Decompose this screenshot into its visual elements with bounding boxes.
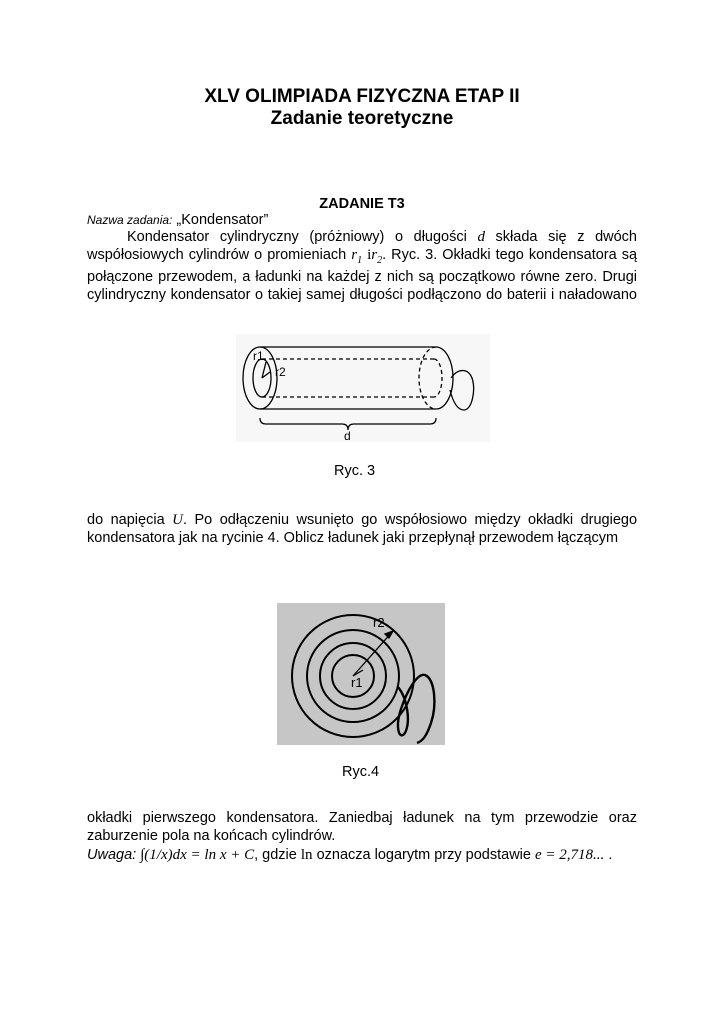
paragraph-2 (87, 512, 637, 547)
e-value: e = 2,718... (535, 847, 605, 863)
paragraph-1 (87, 229, 637, 304)
symbol-r-letter: r (351, 246, 358, 263)
figure-3-cylinder (236, 334, 490, 442)
paragraph-3 (87, 810, 637, 845)
note-end: . (608, 847, 613, 863)
note-line (87, 847, 647, 864)
subscript-1: 1 (357, 254, 363, 266)
label-r1: r1 (351, 675, 363, 690)
label-r2: r2 (275, 365, 286, 379)
symbol-U: U (172, 512, 183, 528)
para2-text: . Po odłączeniu wsunięto go współosiowo między okładki drugiego (182, 512, 638, 528)
label-d: d (344, 429, 351, 442)
para1-text: . Ryc. 3. Okładki tego kondensatora są (382, 246, 638, 263)
ln-symbol: ln (300, 847, 313, 863)
task-name-value: „Kondensator” (176, 212, 269, 228)
para1-line4: cylindryczny kondensator o takiej samej długości podłączono do baterii i naładowano (87, 286, 637, 303)
para1-line2 (87, 247, 637, 270)
label-r1: r1 (253, 349, 264, 363)
figure-3-caption: Ryc. 3 (334, 463, 376, 479)
figure-4-caption: Ryc.4 (342, 764, 380, 780)
para1-line3: połączone przewodem, a ładunki na każdej z nich są początkowo równe zero. Drugi (87, 269, 637, 285)
document-subtitle: Zadanie teoretyczne (270, 108, 454, 129)
para3-line1: okładki pierwszego kondensatora. Zaniedbaj ładunek na tym przewodzie oraz (87, 810, 637, 826)
integral-formula: ∫(1/x)dx = ln x + C (140, 847, 255, 863)
document-title: XLV OLIMPIADA FIZYCZNA ETAP II (204, 86, 520, 107)
task-name-line (87, 212, 268, 228)
para1-text: składa się z dwóch (495, 229, 637, 245)
task-name-label: Nazwa zadania: (87, 213, 173, 227)
para1-line1 (87, 229, 637, 247)
subscript-2: 2 (377, 254, 383, 266)
label-r2: r2 (373, 615, 385, 630)
task-heading: ZADANIE T3 (319, 196, 405, 212)
symbol-r2 (371, 246, 383, 266)
symbol-r1 (351, 246, 363, 266)
note-label: Uwaga: (87, 847, 137, 863)
figure-4-concentric (277, 603, 445, 745)
note-text: , gdzie (254, 847, 297, 863)
symbol-r-letter: r (371, 246, 378, 263)
para1-text: współosiowych cylindrów o promieniach (87, 246, 347, 263)
note-text: oznacza logarytm przy podstawie (316, 847, 531, 863)
para3-line2: zaburzenie pola na końcach cylindrów. (87, 827, 336, 844)
symbol-d: d (477, 229, 485, 245)
para1-text: Kondensator cylindryczny (próżniowy) o długości (127, 229, 467, 245)
para2-line1 (87, 512, 637, 530)
para2-text: do napięcia (87, 512, 165, 528)
figure-4-background (277, 603, 445, 745)
conjunction-i: i (367, 246, 372, 263)
para2-line2: kondensatora jak na rycinie 4. Oblicz ładunek jaki przepłynął przewodem łączącym (87, 529, 619, 546)
